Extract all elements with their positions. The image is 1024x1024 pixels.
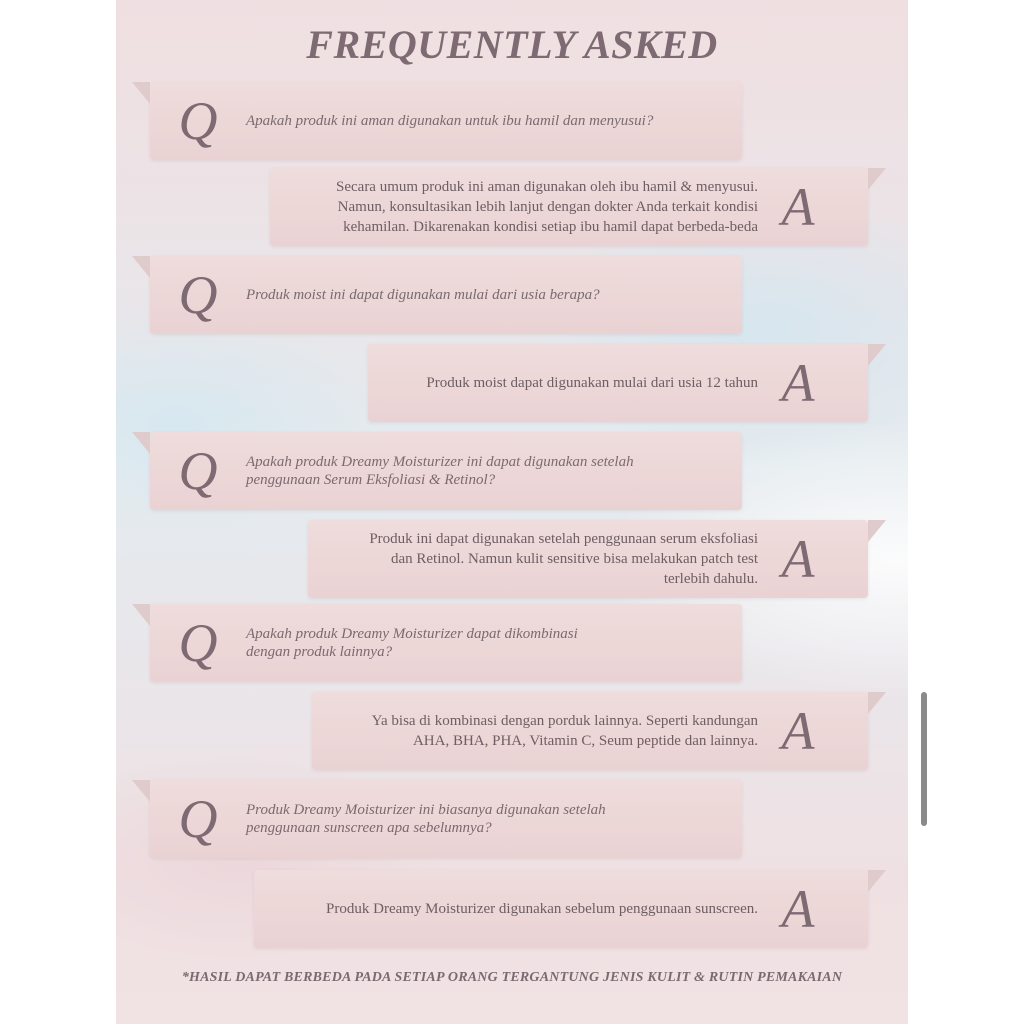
a-letter-icon: A: [781, 177, 815, 237]
question-line: dengan produk lainnya?: [246, 644, 393, 660]
scrollbar-thumb[interactable]: [921, 692, 927, 826]
answer-line: Produk moist dapat digunakan mulai dari usia 12 tahun: [426, 375, 758, 391]
question-text: [246, 453, 634, 489]
ribbon-fold: [868, 692, 886, 714]
question-line: Produk moist ini dapat digunakan mulai dari usia berapa?: [246, 287, 600, 303]
answer-text: [426, 373, 758, 393]
question-card-5: [150, 780, 742, 858]
question-card-4: [150, 604, 742, 682]
q-letter-icon: Q: [178, 613, 218, 673]
a-letter-icon: A: [781, 529, 815, 589]
answer-text: [369, 529, 758, 589]
ribbon-fold: [868, 344, 886, 366]
question-card-1: [150, 82, 742, 160]
answer-line: terlebih dahulu.: [663, 571, 758, 587]
ribbon-fold: [132, 604, 150, 626]
question-line: penggunaan Serum Eksfoliasi & Retinol?: [246, 472, 496, 488]
question-card-2: [150, 256, 742, 334]
answer-line: dan Retinol. Namun kulit sensitive bisa melakukan patch test: [390, 551, 758, 567]
question-text: [246, 625, 578, 661]
question-text: [246, 112, 653, 130]
a-letter-icon: A: [781, 879, 815, 939]
answer-line: Namun, konsultasikan lebih lanjut dengan dokter Anda terkait kondisi: [337, 199, 758, 215]
answer-card-1: [270, 168, 868, 246]
answer-line: kehamilan. Dikarenakan kondisi setiap ibu hamil dapat berbeda-beda: [343, 219, 758, 235]
answer-text: [336, 177, 758, 237]
answer-card-4: [312, 692, 868, 770]
answer-line: Produk Dreamy Moisturizer digunakan sebelum penggunaan sunscreen.: [326, 901, 758, 917]
ribbon-fold: [868, 520, 886, 542]
question-text: [246, 286, 600, 304]
question-line: penggunaan sunscreen apa sebelumnya?: [246, 820, 492, 836]
answer-line: AHA, BHA, PHA, Vitamin C, Seum peptide dan lainnya.: [412, 733, 758, 749]
answer-card-5: [254, 870, 868, 948]
page-title: FREQUENTLY ASKED: [306, 22, 718, 67]
ribbon-fold: [132, 82, 150, 104]
ribbon-fold: [868, 168, 886, 190]
answer-line: Produk ini dapat digunakan setelah penggunaan serum eksfoliasi: [369, 531, 758, 547]
answer-text: [326, 899, 758, 919]
faq-poster: [116, 0, 908, 1024]
answer-card-2: [368, 344, 868, 422]
ribbon-fold: [132, 780, 150, 802]
answer-card-3: [308, 520, 868, 598]
answer-text: [372, 711, 758, 751]
q-letter-icon: Q: [178, 91, 218, 151]
answer-line: Secara umum produk ini aman digunakan oleh ibu hamil & menyusui.: [336, 179, 758, 195]
question-line: Apakah produk Dreamy Moisturizer ini dapat digunakan setelah: [246, 454, 634, 470]
a-letter-icon: A: [781, 701, 815, 761]
q-letter-icon: Q: [178, 265, 218, 325]
q-letter-icon: Q: [178, 789, 218, 849]
answer-line: Ya bisa di kombinasi dengan porduk lainnya. Seperti kandungan: [371, 713, 758, 729]
q-letter-icon: Q: [178, 441, 218, 501]
a-letter-icon: A: [781, 353, 815, 413]
question-text: [246, 801, 606, 837]
question-line: Apakah produk Dreamy Moisturizer dapat dikombinasi: [246, 626, 578, 642]
disclaimer-footnote: *HASIL DAPAT BERBEDA PADA SETIAP ORANG TERGANTUNG JENIS KULIT & RUTIN PEMAKAIAN: [181, 970, 843, 985]
question-line: Produk Dreamy Moisturizer ini biasanya digunakan setelah: [246, 802, 606, 818]
question-card-3: [150, 432, 742, 510]
question-line: Apakah produk ini aman digunakan untuk ibu hamil dan menyusui?: [246, 113, 654, 129]
ribbon-fold: [132, 256, 150, 278]
ribbon-fold: [132, 432, 150, 454]
ribbon-fold: [868, 870, 886, 892]
